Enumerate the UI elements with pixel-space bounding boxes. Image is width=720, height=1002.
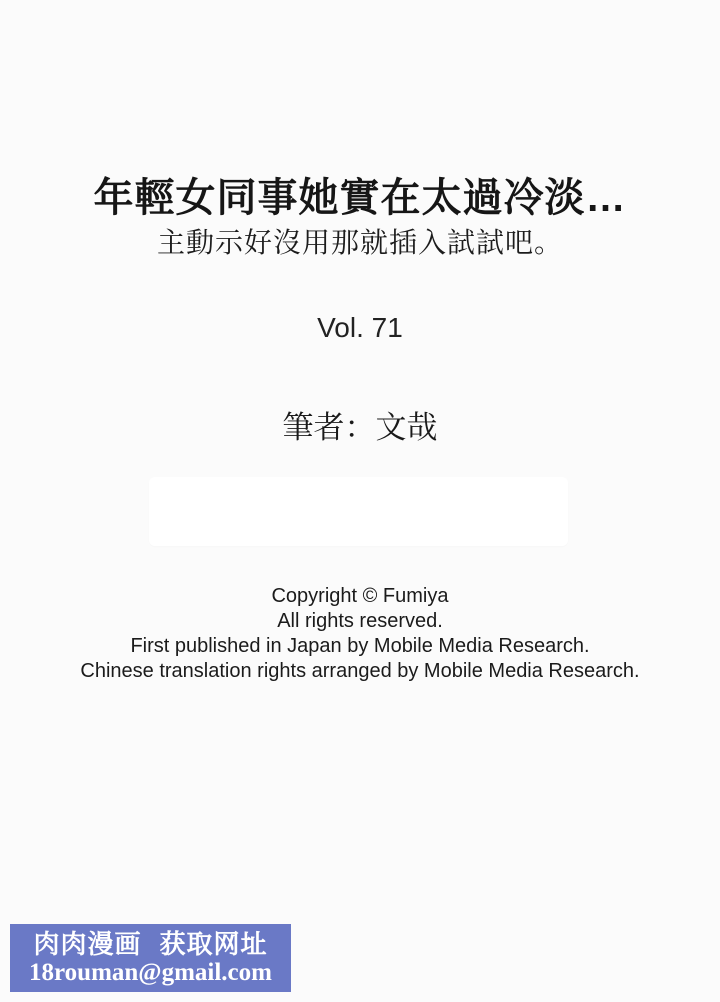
publisher-logo-box	[149, 477, 568, 546]
watermark-site-line	[33, 929, 267, 959]
copyright-block	[0, 584, 720, 684]
author-credit: 筆者：文哉	[282, 410, 438, 445]
page-subtitle: 主動示好沒用那就插入試試吧。	[156, 227, 563, 258]
copyright-line: Copyright © Fumiya	[271, 585, 449, 607]
copyright-line: Chinese translation rights arranged by Mobile Media Research.	[80, 660, 640, 682]
page-title: 年輕女同事她實在太過冷淡…	[93, 176, 627, 220]
watermark-email: 18rouman@gmail.com	[29, 959, 272, 986]
watermark-site-name: 肉肉漫画	[33, 929, 142, 959]
copyright-line: First published in Japan by Mobile Media Research.	[130, 635, 590, 657]
watermark-tagline: 获取网址	[159, 929, 268, 959]
volume-label: Vol. 71	[317, 312, 403, 343]
copyright-line: All rights reserved.	[277, 610, 443, 632]
watermark-badge	[10, 924, 291, 992]
